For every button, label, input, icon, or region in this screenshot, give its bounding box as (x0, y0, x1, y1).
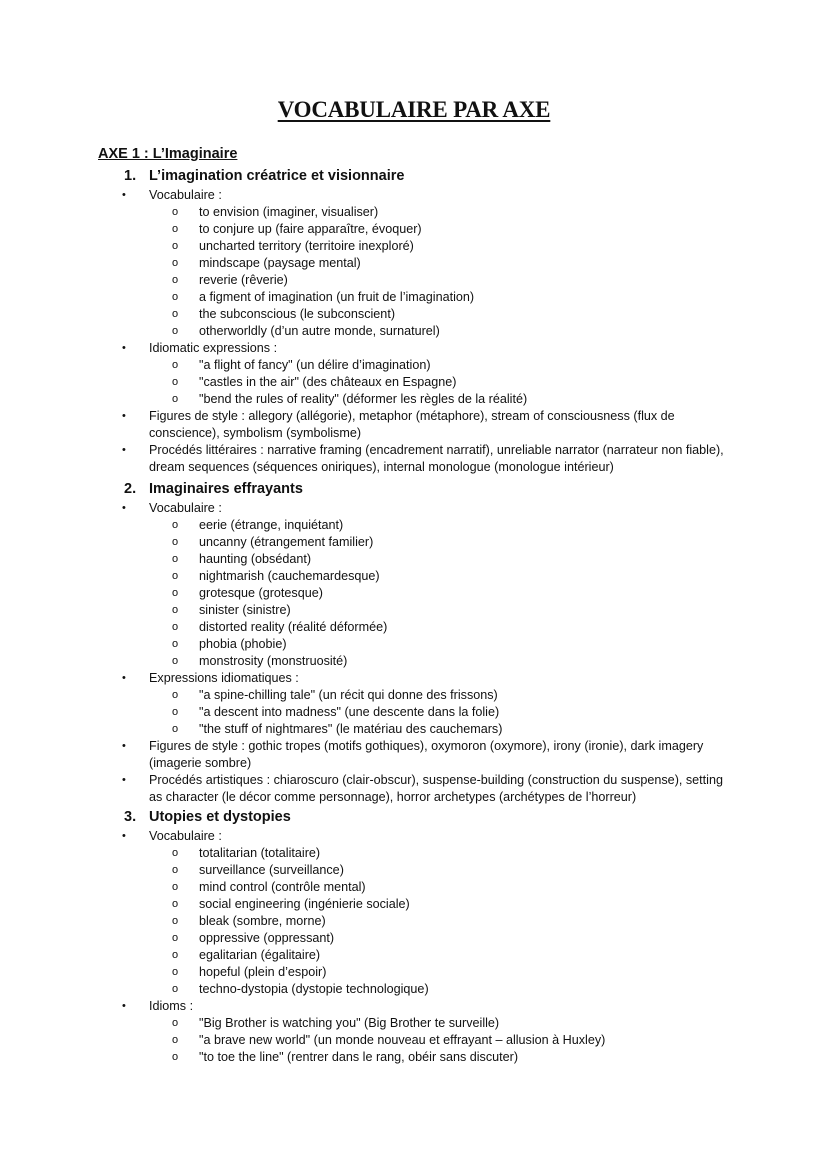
sub-bullet-icon: o (172, 864, 179, 876)
bullet-icon: • (122, 189, 126, 201)
list-item: "the stuff of nightmares" (le matériau des cauchemars) (199, 722, 503, 736)
sub-bullet-icon: o (172, 915, 179, 927)
bullet-label: Vocabulaire : (149, 829, 222, 843)
sub-bullet-icon: o (172, 223, 179, 235)
list-item: "to toe the line" (rentrer dans le rang, obéir sans discuter) (199, 1050, 519, 1064)
list-item: grotesque (grotesque) (199, 586, 323, 600)
sub-bullet-icon: o (172, 308, 179, 320)
sub-bullet-icon: o (172, 570, 179, 582)
page-title: VOCABULAIRE PAR AXE (277, 97, 551, 122)
sub-bullet-icon: o (172, 638, 179, 650)
sub-bullet-icon: o (172, 881, 179, 893)
sub-bullet-icon: o (172, 393, 179, 405)
bullet-paragraph: Figures de style : gothic tropes (motifs gothiques), oxymoron (oxymore), irony (ironie), dark imagery (imagerie sombre) (149, 739, 704, 770)
sub-bullet-icon: o (172, 274, 179, 286)
sub-bullet-icon: o (172, 621, 179, 633)
list-item: haunting (obsédant) (199, 552, 312, 566)
bullet-icon: • (122, 410, 126, 422)
sub-bullet-icon: o (172, 1051, 179, 1063)
sub-bullet-icon: o (172, 689, 179, 701)
list-item: social engineering (ingénierie sociale) (199, 897, 410, 911)
bullet-label: Idioms : (149, 999, 194, 1013)
list-item: egalitarian (égalitaire) (199, 948, 321, 962)
sub-bullet-icon: o (172, 206, 179, 218)
sub-bullet-icon: o (172, 983, 179, 995)
list-item: to envision (imaginer, visualiser) (199, 205, 379, 219)
sub-bullet-icon: o (172, 376, 179, 388)
sub-bullet-icon: o (172, 898, 179, 910)
list-item: uncharted territory (territoire inexploré) (199, 239, 414, 253)
bullet-icon: • (122, 740, 126, 752)
sub-bullet-icon: o (172, 655, 179, 667)
bullet-icon: • (122, 672, 126, 684)
sub-bullet-icon: o (172, 966, 179, 978)
sub-bullet-icon: o (172, 587, 179, 599)
list-item: monstrosity (monstruosité) (199, 654, 348, 668)
bullet-icon: • (122, 444, 126, 456)
sub-bullet-icon: o (172, 536, 179, 548)
axe-heading: AXE 1 : L’Imaginaire (98, 146, 238, 162)
sub-bullet-icon: o (172, 257, 179, 269)
bullet-icon: • (122, 1000, 126, 1012)
sub-bullet-icon: o (172, 519, 179, 531)
list-item: otherworldly (d’un autre monde, surnaturel) (199, 324, 440, 338)
bullet-label: Vocabulaire : (149, 188, 222, 202)
list-item: reverie (rêverie) (199, 273, 288, 287)
sub-bullet-icon: o (172, 706, 179, 718)
sub-bullet-icon: o (172, 604, 179, 616)
sub-bullet-icon: o (172, 1017, 179, 1029)
bullet-icon: • (122, 830, 126, 842)
sub-bullet-icon: o (172, 723, 179, 735)
list-item: uncanny (étrangement familier) (199, 535, 374, 549)
bullet-paragraph: Procédés littéraires : narrative framing (encadrement narratif), unreliable narrator (narrateur non fiable), dream sequences (séquences oniriques), internal monologue (monologue intérieur) (149, 443, 724, 474)
list-item: bleak (sombre, morne) (199, 914, 326, 928)
section-title: Imaginaires effrayants (149, 481, 303, 497)
list-item: the subconscious (le subconscient) (199, 307, 396, 321)
list-item: "a spine-chilling tale" (un récit qui donne des frissons) (199, 688, 498, 702)
bullet-icon: • (122, 502, 126, 514)
sub-bullet-icon: o (172, 325, 179, 337)
section-title: L’imagination créatrice et visionnaire (149, 168, 405, 184)
sub-bullet-icon: o (172, 1034, 179, 1046)
list-item: totalitarian (totalitaire) (199, 846, 321, 860)
sub-bullet-icon: o (172, 240, 179, 252)
sub-bullet-icon: o (172, 932, 179, 944)
list-item: sinister (sinistre) (199, 603, 291, 617)
sub-bullet-icon: o (172, 847, 179, 859)
section-title: Utopies et dystopies (149, 809, 291, 825)
list-item: "bend the rules of reality" (déformer les règles de la réalité) (199, 392, 528, 406)
list-item: "castles in the air" (des châteaux en Espagne) (199, 375, 457, 389)
list-item: mindscape (paysage mental) (199, 256, 361, 270)
section-number: 1. (124, 168, 137, 184)
list-item: "a flight of fancy" (un délire d’imagination) (199, 358, 431, 372)
bullet-paragraph: Procédés artistiques : chiaroscuro (clair-obscur), suspense-building (construction du suspense), setting as character (le décor comme personnage), horror archetypes (archétypes de l’horreur) (149, 773, 723, 804)
sub-bullet-icon: o (172, 949, 179, 961)
list-item: mind control (contrôle mental) (199, 880, 366, 894)
bullet-paragraph: Figures de style : allegory (allégorie), metaphor (métaphore), stream of consciousness (flux de conscience), symbolism (symbolisme) (149, 409, 675, 440)
list-item: nightmarish (cauchemardesque) (199, 569, 380, 583)
list-item: phobia (phobie) (199, 637, 287, 651)
list-item: "Big Brother is watching you" (Big Brother te surveille) (199, 1016, 500, 1030)
sub-bullet-icon: o (172, 359, 179, 371)
list-item: "a descent into madness" (une descente dans la folie) (199, 705, 500, 719)
section-number: 2. (124, 481, 137, 497)
list-item: hopeful (plein d’espoir) (199, 965, 327, 979)
sub-bullet-icon: o (172, 291, 179, 303)
list-item: "a brave new world" (un monde nouveau et effrayant – allusion à Huxley) (199, 1033, 606, 1047)
bullet-icon: • (122, 342, 126, 354)
list-item: to conjure up (faire apparaître, évoquer) (199, 222, 422, 236)
bullet-label: Expressions idiomatiques : (149, 671, 299, 685)
bullet-icon: • (122, 774, 126, 786)
section-number: 3. (124, 809, 137, 825)
list-item: surveillance (surveillance) (199, 863, 344, 877)
bullet-label: Vocabulaire : (149, 501, 222, 515)
list-item: eerie (étrange, inquiétant) (199, 518, 344, 532)
sub-bullet-icon: o (172, 553, 179, 565)
list-item: oppressive (oppressant) (199, 931, 335, 945)
list-item: a figment of imagination (un fruit de l’imagination) (199, 290, 475, 304)
bullet-label: Idiomatic expressions : (149, 341, 278, 355)
list-item: distorted reality (réalité déformée) (199, 620, 388, 634)
list-item: techno-dystopia (dystopie technologique) (199, 982, 429, 996)
